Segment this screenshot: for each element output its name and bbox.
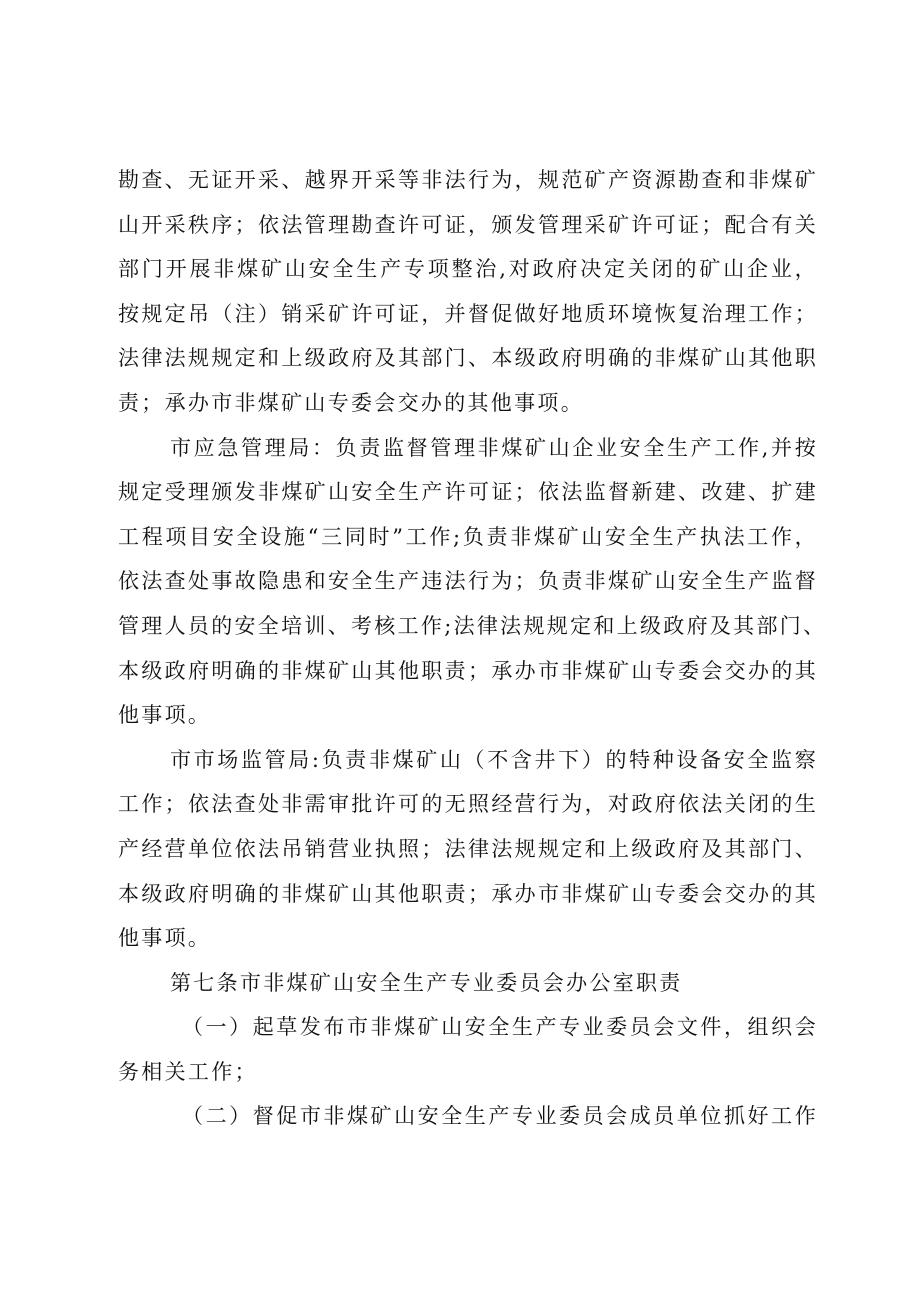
- office-duty-item-1: [118, 1005, 818, 1094]
- text-line: 按规定吊（注）销采矿许可证，并督促做好地质环境恢复治理工作；: [118, 301, 818, 326]
- text-line: 山开采秩序；依法管理勘查许可证，颁发管理采矿许可证；配合有关: [118, 212, 818, 237]
- text-line: （一）起草发布市非煤矿山安全生产专业委员会文件，组织会: [182, 1015, 818, 1040]
- text-line: （二）督促市非煤矿山安全生产专业委员会成员单位抓好工作: [182, 1104, 818, 1129]
- paragraph-market-supervision-duties: [118, 738, 818, 961]
- text-line: 工作；依法查处非需审批许可的无照经营行为，对政府依法关闭的生: [118, 792, 818, 817]
- text-line: 产经营单位依法吊销营业执照；法律法规规定和上级政府及其部门、: [118, 836, 818, 861]
- text-line: 他事项。: [118, 703, 212, 728]
- text-line: 工程项目安全设施“三同时”工作;负责非煤矿山安全生产执法工作，: [118, 524, 818, 549]
- paragraph-natural-resources-duties: [118, 158, 818, 426]
- text-line: 第七条市非煤矿山安全生产专业委员会办公室职责: [170, 970, 683, 995]
- text-line: 市市场监管局:负责非煤矿山（不含井下）的特种设备安全监察: [170, 747, 818, 772]
- text-line: 务相关工作；: [118, 1059, 258, 1084]
- text-line: 法律法规规定和上级政府及其部门、本级政府明确的非煤矿山其他职: [118, 346, 818, 371]
- office-duty-item-2: [118, 1094, 818, 1139]
- text-line: 他事项。: [118, 926, 212, 951]
- document-body: [118, 158, 827, 1139]
- text-line: 本级政府明确的非煤矿山其他职责；承办市非煤矿山专委会交办的其: [118, 881, 818, 906]
- text-line: 规定受理颁发非煤矿山安全生产许可证；依法监督新建、改建、扩建: [118, 480, 818, 505]
- text-line: 责；承办市非煤矿山专委会交办的其他事项。: [118, 390, 584, 415]
- text-line: 管理人员的安全培训、考核工作;法律法规规定和上级政府及其部门、: [118, 613, 827, 638]
- paragraph-emergency-management-duties: [118, 426, 827, 738]
- article-seven-heading: [118, 961, 818, 1006]
- text-line: 市应急管理局：负责监督管理非煤矿山企业安全生产工作,并按: [170, 435, 818, 460]
- text-line: 部门开展非煤矿山安全生产专项整治,对政府决定关闭的矿山企业，: [118, 257, 818, 282]
- text-line: 依法查处事故隐患和安全生产违法行为；负责非煤矿山安全生产监督: [118, 569, 818, 594]
- text-line: 勘查、无证开采、越界开采等非法行为，规范矿产资源勘查和非煤矿: [118, 168, 818, 192]
- text-line: 本级政府明确的非煤矿山其他职责；承办市非煤矿山专委会交办的其: [118, 658, 818, 683]
